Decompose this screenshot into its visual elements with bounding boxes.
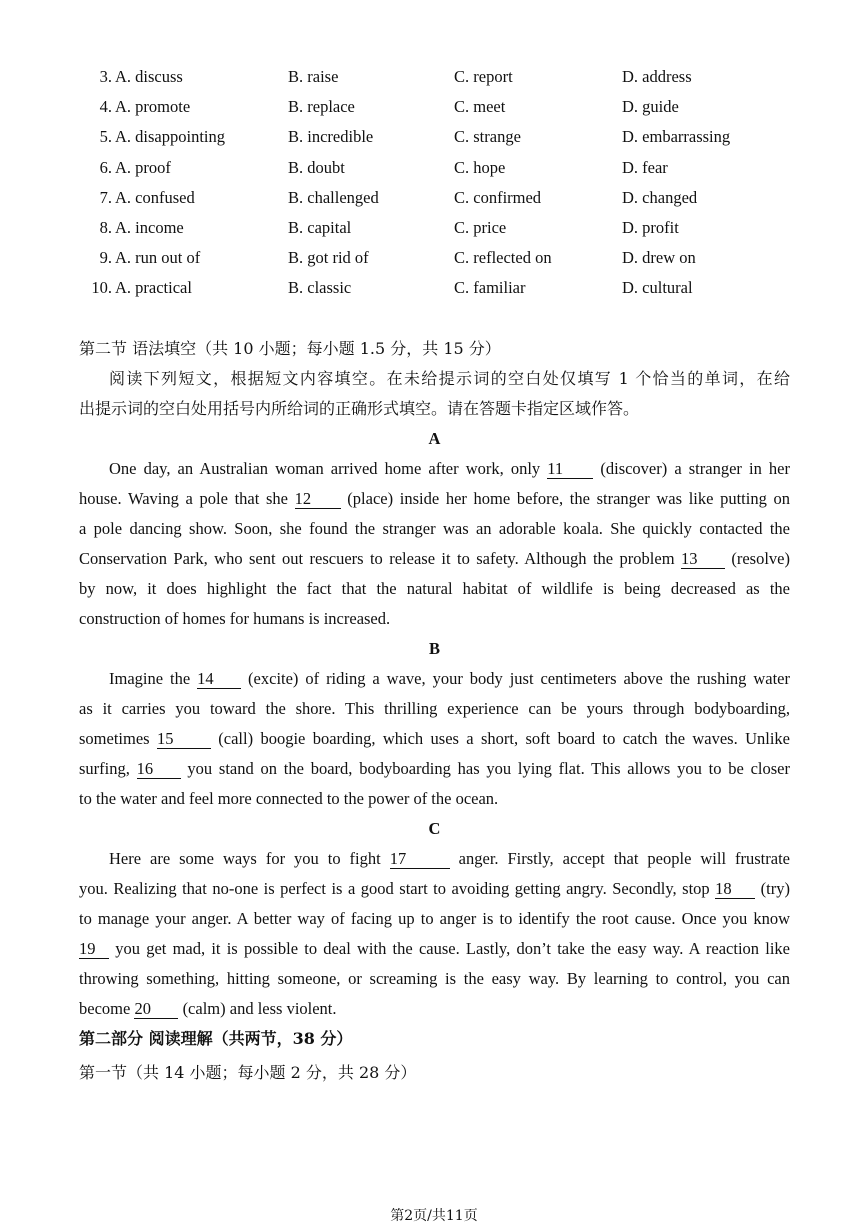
option-d: D. embarrassing [622,127,731,147]
option-a: A. practical [115,278,192,298]
option-d: D. fear [622,157,668,177]
option-b: B. incredible [288,127,374,147]
instruction-line: 出提示词的空白处用括号内所给词的正确形式填空。请在答题卡指定区域作答。 [79,399,640,418]
passage-line: construction of homes for humans is increased. [79,609,391,628]
option-b: B. replace [288,97,355,117]
answer-options-list [0,62,868,304]
option-c: C. meet [454,97,506,117]
section-title: 第二节 语法填空（共 10 小题；每小题 1.5 分，共 15 分） [79,339,501,358]
passage-line: Conservation Park, who sent out rescuers to release it to safety. Although the problem 13 (resolve) [79,549,791,568]
option-d: D. profit [622,217,679,237]
passage-line: throwing something, hitting someone, or screaming is the easy way. By learning to control, you can [79,969,790,988]
option-a: A. income [115,217,184,237]
question-number: 6. [99,157,112,177]
option-c: C. confirmed [454,187,542,207]
question-number: 10. [91,278,112,298]
question-number: 5. [99,127,112,147]
answer-blank: 18 [715,880,755,899]
passage-line: house. Waving a pole that she 12 (place) inside her home before, the stranger was like putting on [79,489,790,508]
passage-line: Here are some ways for you to fight 17 anger. Firstly, accept that people will frustrate [109,849,790,868]
part-title: 第二部分 阅读理解（共两节，38 分） [79,1029,353,1048]
page-number: 第2页/共11页 [390,1208,478,1224]
option-row [0,92,868,122]
option-c: C. strange [454,127,521,147]
passage-heading: C [428,819,441,838]
option-row [0,273,868,303]
passage-heading: B [428,639,440,658]
option-a: A. discuss [115,67,183,86]
question-number: 8. [99,217,112,237]
passage-line: surfing, 16 you stand on the board, bodyboarding has you lying flat. This allows you to be closer [79,759,790,778]
option-a: A. proof [115,157,171,177]
answer-blank: 11 [547,460,593,479]
answer-blank: 12 [295,490,341,509]
option-a: A. run out of [115,248,201,268]
passage-line: by now, it does highlight the fact that the natural habitat of wildlife is being decreased as the [79,579,790,598]
passage-line: One day, an Australian woman arrived home after work, only 11 (discover) a stranger in her [109,459,790,478]
answer-blank: 19 [79,940,109,959]
question-number: 4. [99,97,112,117]
option-row [0,183,868,213]
option-d: D. drew on [622,248,696,268]
option-b: B. doubt [288,157,345,177]
question-number: 7. [99,187,112,207]
option-row [0,122,868,152]
passage-line: Imagine the 14 (excite) of riding a wave, your body just centimeters above the rushing water [109,669,791,688]
option-d: D. guide [622,97,679,117]
option-d: D. address [622,67,692,86]
answer-blank: 13 [681,550,725,569]
option-c: C. price [454,217,507,237]
option-b: B. capital [288,217,352,237]
answer-blank: 17 [390,850,450,869]
subsection-title: 第一节（共 14 小题；每小题 2 分，共 28 分） [79,1063,417,1082]
option-b: B. classic [288,278,352,298]
option-b: B. raise [288,67,339,86]
passage-heading: A [428,429,441,448]
passage-line: to the water and feel more connected to the power of the ocean. [79,789,499,808]
grammar-section [79,334,790,1088]
option-c: C. hope [454,157,506,177]
option-b: B. challenged [288,187,379,207]
option-d: D. cultural [622,278,693,298]
passage-line: a pole dancing show. Soon, she found the stranger was an adorable koala. She quickly contacted the [79,519,790,538]
option-row [0,243,868,273]
passage-line: become 20 (calm) and less violent. [79,999,337,1018]
option-c: C. reflected on [454,248,552,268]
question-number: 9. [99,248,112,268]
option-c: C. report [454,67,513,86]
option-d: D. changed [622,187,698,207]
option-row [0,62,868,92]
answer-blank: 16 [137,760,181,779]
option-a: A. confused [115,187,195,207]
passage-line: 19 you get mad, it is possible to deal with the cause. Lastly, don’t take the easy way. A reaction like [79,939,790,958]
option-b: B. got rid of [288,248,369,268]
passage-line: sometimes 15 (call) boogie boarding, which uses a short, soft board to catch the waves. Unlike [79,729,790,748]
option-c: C. familiar [454,278,526,298]
answer-blank: 15 [157,730,211,749]
passage-line: you. Realizing that no-one is perfect is a good start to avoiding getting angry. Secondly, stop 18 (try) [79,879,790,898]
passage-line: as it carries you toward the shore. This thrilling experience can be yours through bodyboarding, [79,699,790,718]
question-number: 3. [99,67,112,86]
option-a: A. promote [115,97,191,117]
answer-blank: 14 [197,670,241,689]
passage-line: to manage your anger. A better way of facing up to anger is to identify the root cause. Once you know [79,909,790,928]
option-row [0,153,868,183]
answer-blank: 20 [134,1000,178,1019]
option-a: A. disappointing [115,127,225,147]
instruction-line: 阅读下列短文，根据短文内容填空。在未给提示词的空白处仅填写 1 个恰当的单词，在给 [109,369,790,388]
option-row [0,213,868,243]
